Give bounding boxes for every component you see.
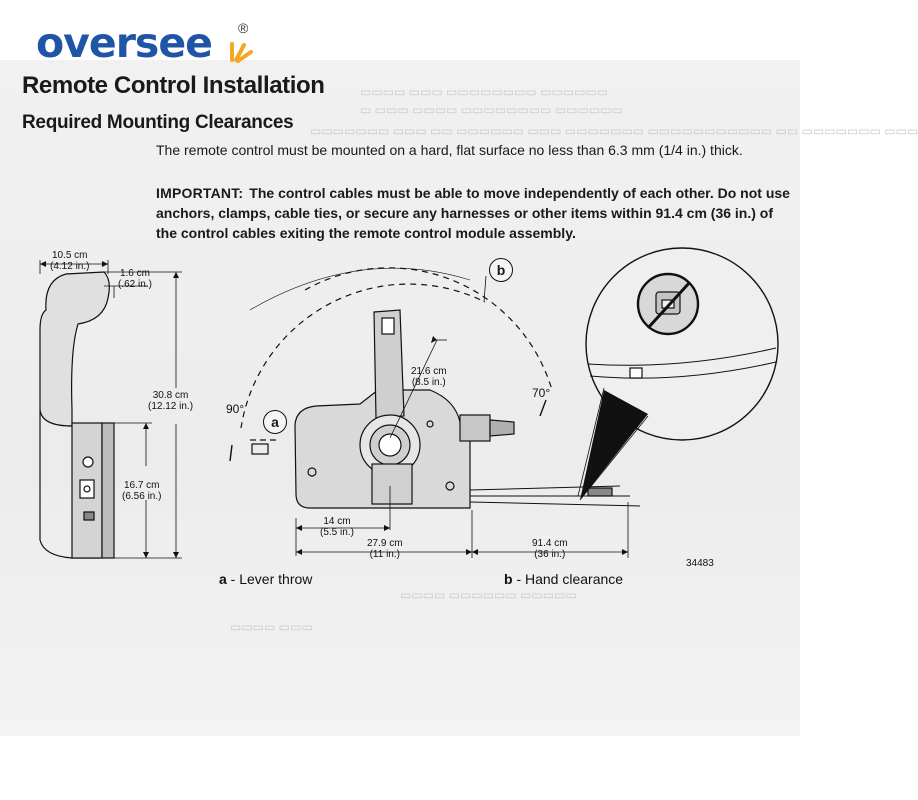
important-label: IMPORTANT: xyxy=(156,185,244,201)
dim-width-side xyxy=(50,250,89,272)
dim-half-width-metric: 14 cm xyxy=(323,516,351,527)
dim-width-side-metric: 10.5 cm xyxy=(51,250,88,261)
legend-key-a: a xyxy=(219,571,227,587)
dim-height-total-imperial: (12.12 in.) xyxy=(148,401,194,412)
legend-text-a: - Lever throw xyxy=(226,571,313,587)
registered-mark: ® xyxy=(238,20,249,36)
callout-a: a xyxy=(263,410,287,434)
bleed-through-text: ▭ ▭▭▭ ▭▭▭▭ ▭▭▭▭▭▭▭▭ ▭▭▭▭▭▭ xyxy=(360,103,623,117)
dim-height-total-metric: 30.8 cm xyxy=(152,390,189,401)
dim-half-width xyxy=(320,516,354,538)
dim-half-width-imperial: (5.5 in.) xyxy=(320,527,354,538)
legend-text-b: - Hand clearance xyxy=(512,571,624,587)
legend-key-b: b xyxy=(504,571,513,587)
bleed-through-text: ▭▭▭▭▭▭▭ ▭▭▭ ▭▭ ▭▭▭▭▭▭ ▭▭▭ ▭▭▭▭▭▭▭ ▭▭▭▭▭▭▭▭▭▭▭ ▭▭ ▭▭▭▭▭▭▭ ▭▭▭ xyxy=(310,124,918,138)
brand-logo xyxy=(36,18,276,68)
dim-width-side-imperial: (4.12 in.) xyxy=(50,261,90,272)
dim-radius-imperial: (8.5 in.) xyxy=(411,377,446,388)
bleed-through-text: ▭▭▭▭ ▭▭▭▭▭▭ ▭▭▭▭▭ xyxy=(400,588,577,602)
figure-number: 34483 xyxy=(686,558,714,569)
section-subtitle: Required Mounting Clearances xyxy=(22,112,294,133)
legend-item-a xyxy=(219,571,312,587)
dim-cable-clearance-metric: 91.4 cm xyxy=(532,538,568,549)
page-bottom-margin xyxy=(0,736,800,800)
angle-left-label: 90° xyxy=(226,402,245,416)
dim-full-width-imperial: (11 in.) xyxy=(369,549,400,560)
dim-cable-clearance-imperial: (36 in.) xyxy=(534,549,566,560)
important-note xyxy=(156,183,796,243)
dim-height-total xyxy=(148,390,193,412)
dim-depth-side-metric: 1.6 cm xyxy=(119,268,150,279)
diagram-drawing xyxy=(0,240,800,620)
bleed-through-text: ▭▭▭▭ ▭▭▭ xyxy=(230,620,313,634)
dim-cable-clearance xyxy=(532,538,568,560)
important-text: The control cables must be able to move independently of each other. Do not use anchors, clamps, cable ties, or secure any harnesses or other items within 91.4 cm (36 in.) of the control cables exiting the remote control module assembly. xyxy=(156,185,790,241)
brand-logo-wordmark: oversee xyxy=(36,19,212,67)
dim-full-width-metric: 27.9 cm xyxy=(367,538,403,549)
dim-height-box-metric: 16.7 cm xyxy=(123,480,160,491)
dim-radius-metric: 21.6 cm xyxy=(411,366,447,377)
dim-radius xyxy=(411,366,447,388)
bleed-through-text: ▭▭▭▭ ▭▭▭ ▭▭▭▭▭▭▭▭ ▭▭▭▭▭▭ xyxy=(360,85,609,99)
prohibited-cable-tie-icon xyxy=(638,274,698,334)
mounting-clearance-diagram xyxy=(0,240,800,620)
dim-height-box-imperial: (6.56 in.) xyxy=(122,491,162,502)
page-title: Remote Control Installation xyxy=(22,72,325,99)
callout-b: b xyxy=(489,258,513,282)
mounting-paragraph: The remote control must be mounted on a hard, flat surface no less than 6.3 mm (1/4 in.) thick. xyxy=(156,142,743,158)
side-view-remote xyxy=(40,272,114,558)
dim-depth-side-imperial: (.62 in.) xyxy=(118,279,152,290)
dim-height-box xyxy=(122,480,161,502)
dim-full-width xyxy=(367,538,403,560)
dim-depth-side xyxy=(118,268,152,290)
legend-item-b xyxy=(504,571,623,587)
angle-right-label: 70° xyxy=(532,386,551,400)
